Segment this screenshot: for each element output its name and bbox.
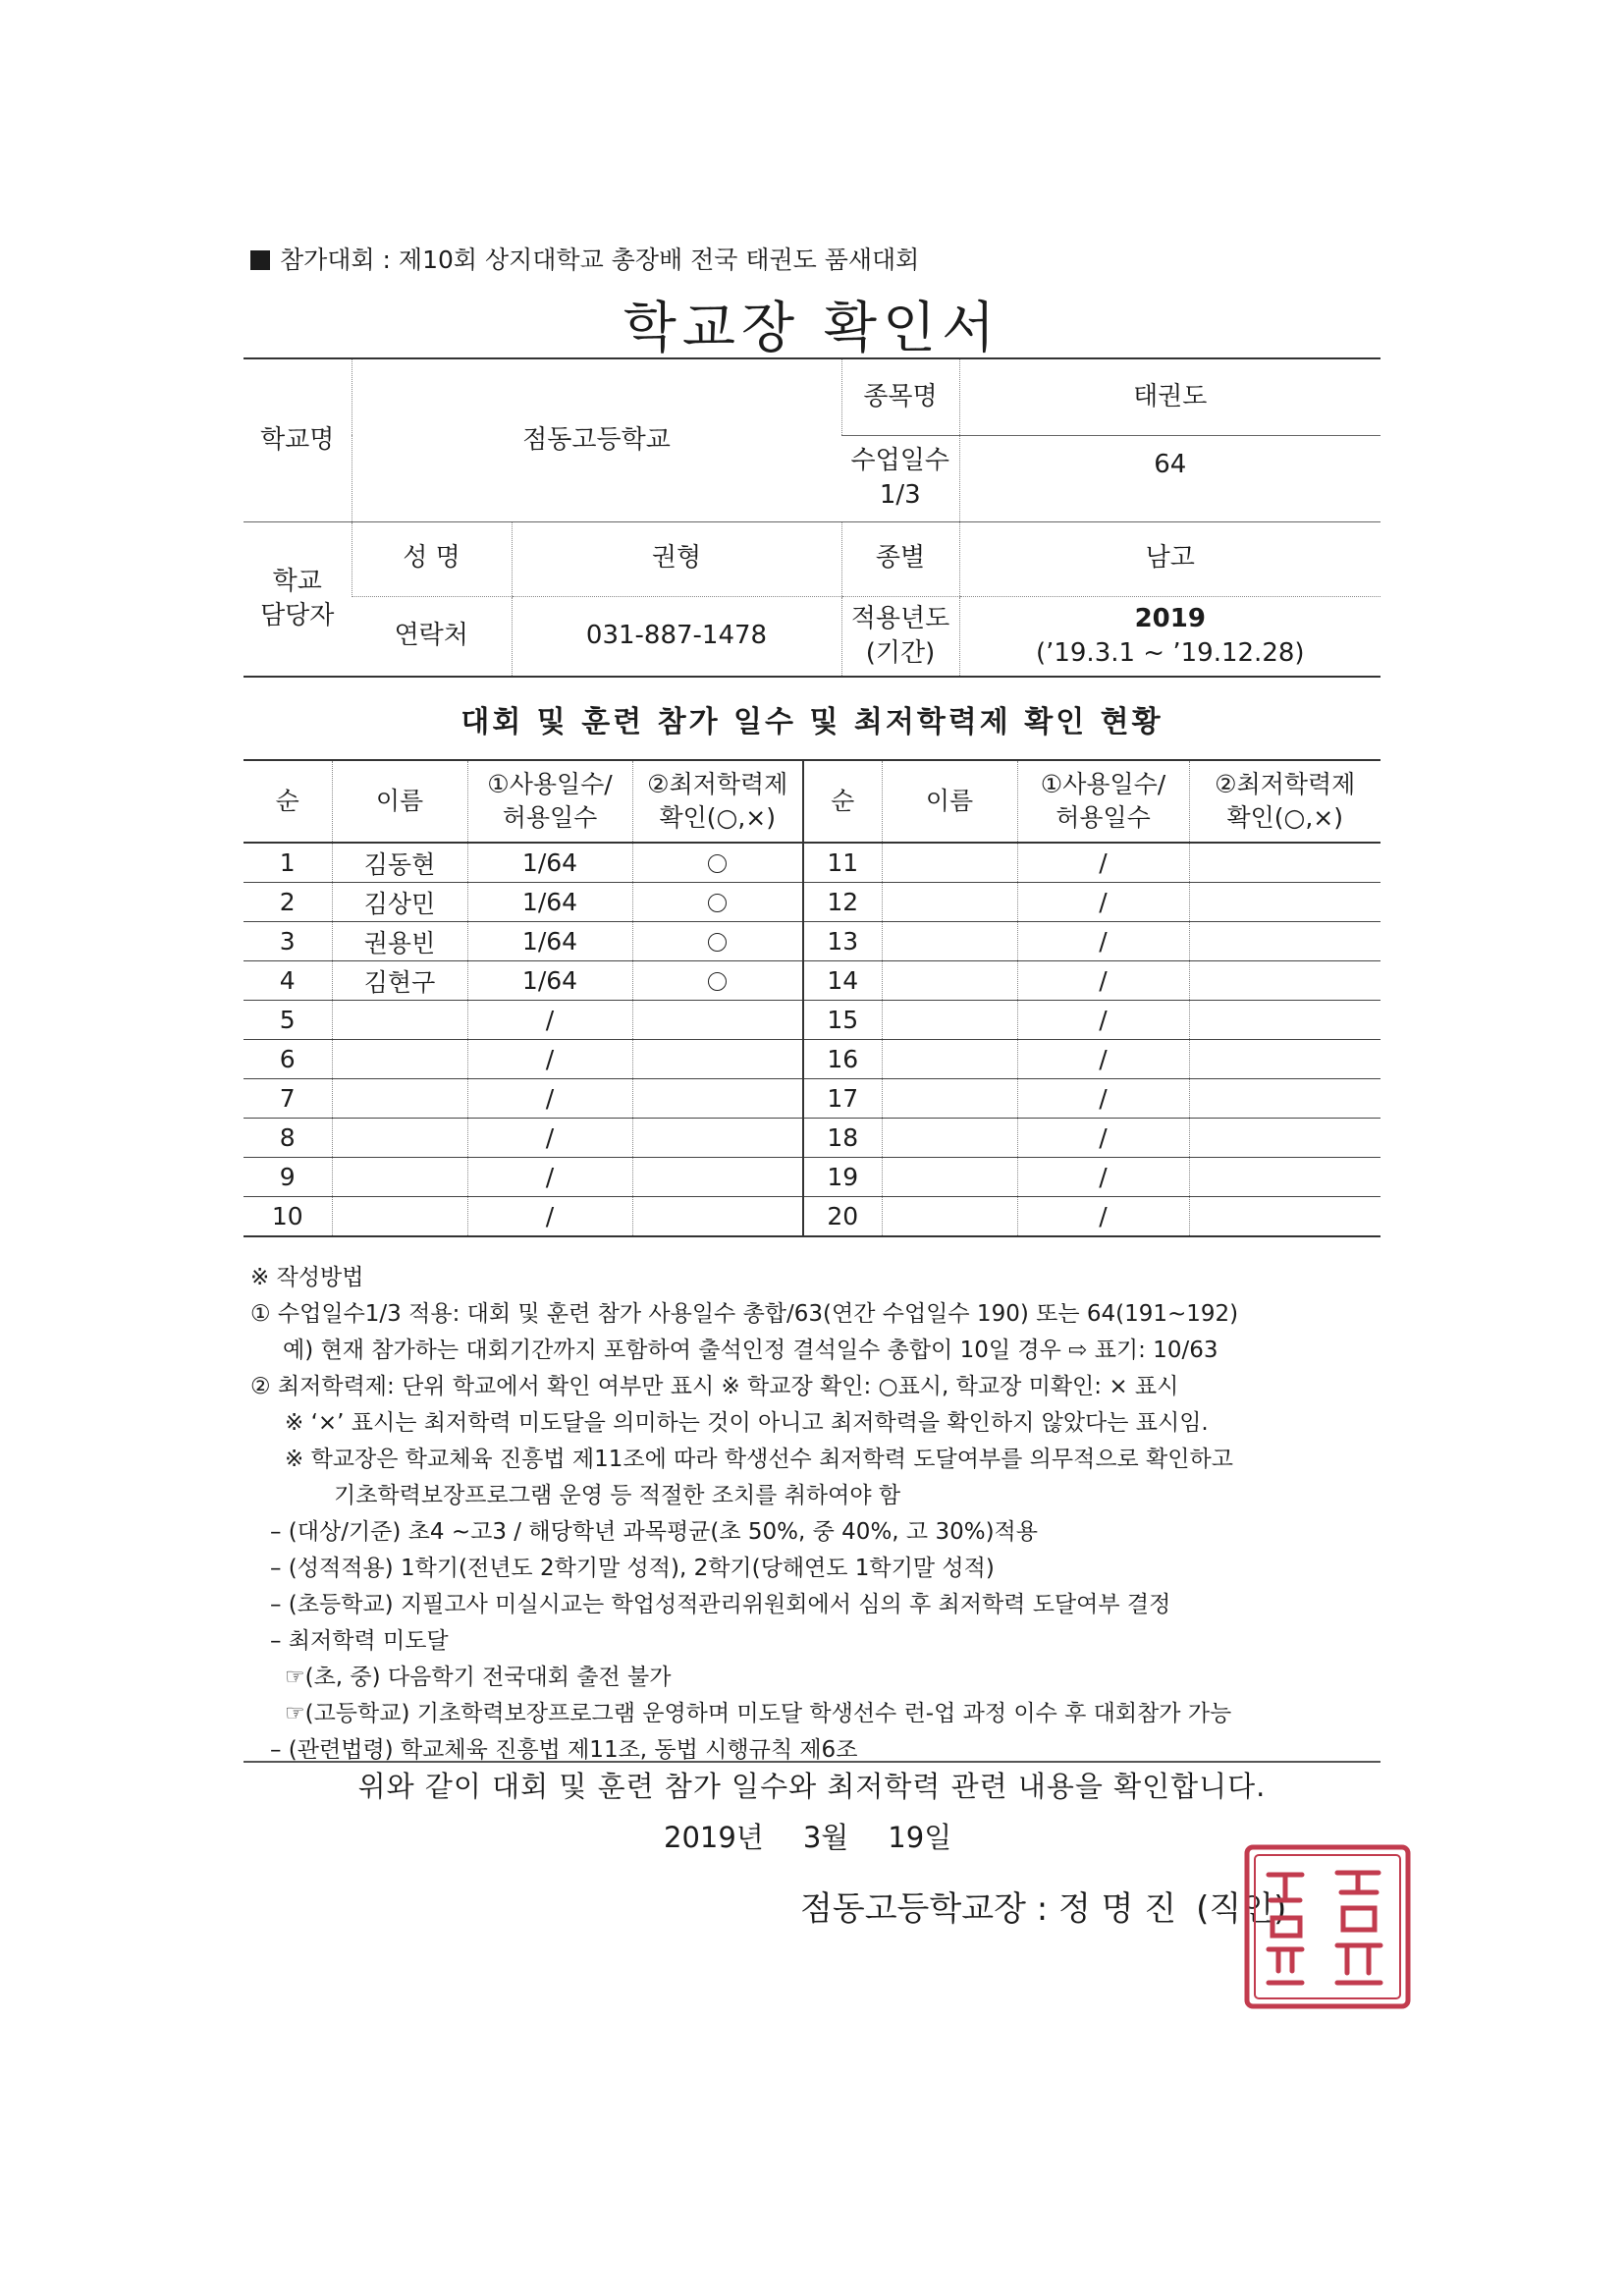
instructions (250, 1260, 1389, 1769)
no-cell: 3 (244, 922, 332, 961)
days-cell: / (1017, 1119, 1189, 1158)
no-cell: 7 (244, 1079, 332, 1119)
name-cell (882, 961, 1017, 1001)
days-cell: 1/64 (467, 883, 632, 922)
days-cell: 1/64 (467, 922, 632, 961)
page-title: 학교장 확인서 (623, 297, 1001, 360)
no-cell: 5 (244, 1001, 332, 1040)
confirmed-circle-icon (708, 972, 727, 991)
name-cell: 김동현 (332, 843, 467, 883)
note-item: ☞(초, 중) 다음학기 전국대회 출전 불가 (285, 1665, 672, 1690)
header-no: 순 (244, 760, 332, 843)
event-value: 태권도 (959, 358, 1380, 435)
name-cell (332, 1079, 467, 1119)
roster-title: 대회 및 훈련 참가 일수 및 최저학력제 확인 현황 (460, 705, 1164, 739)
no-cell: 4 (244, 961, 332, 1001)
competition-line: 참가대회 : 제10회 상지대학교 총장배 전국 태권도 품새대회 (250, 241, 919, 276)
days-cell: 1/64 (467, 843, 632, 883)
name-cell (882, 843, 1017, 883)
note-item: ② 최저학력제: 단위 학교에서 확인 여부만 표시 ※ 학교장 확인: ○표시, 학교장 미확인: × 표시 (250, 1374, 1179, 1399)
check-cell (632, 1158, 803, 1197)
check-cell (632, 1001, 803, 1040)
official-seal-stamp (1239, 1839, 1416, 2014)
note-item: – (대상/기준) 초4 ~고3 / 해당학년 과목평균(초 50%, 중 40%, 고 30%)적용 (270, 1519, 1038, 1545)
check-cell (1189, 1040, 1380, 1079)
header-check: ②최저학력제 확인(○,×) (1189, 760, 1380, 843)
header-name: 이름 (882, 760, 1017, 843)
days-cell: / (467, 1079, 632, 1119)
table-row (244, 1001, 1380, 1040)
note-item: – (관련법령) 학교체육 진흥법 제11조, 동법 시행규칙 제6조 (270, 1737, 858, 1763)
class-days-label: 수업일수 1/3 (841, 435, 959, 521)
check-cell (1189, 1197, 1380, 1237)
name-cell (332, 1158, 467, 1197)
table-row (244, 883, 1380, 922)
confirmed-circle-icon (708, 933, 727, 952)
period-value: 2019 (’19.3.1 ~ ’19.12.28) (959, 596, 1380, 677)
check-cell (632, 1040, 803, 1079)
no-cell: 1 (244, 843, 332, 883)
no-cell: 12 (803, 883, 882, 922)
name-cell (332, 1197, 467, 1237)
gender-label: 종별 (841, 521, 959, 596)
square-bullet-icon (250, 250, 270, 270)
instructions-heading: ※ 작성방법 (250, 1265, 364, 1290)
header-no: 순 (803, 760, 882, 843)
event-label: 종목명 (841, 358, 959, 435)
days-cell: / (1017, 1040, 1189, 1079)
issue-date: 2019년 3월 19일 (664, 1821, 952, 1854)
check-cell (632, 883, 803, 922)
days-cell: / (1017, 1001, 1189, 1040)
no-cell: 2 (244, 883, 332, 922)
days-cell: / (1017, 883, 1189, 922)
table-row (244, 961, 1380, 1001)
check-cell (1189, 922, 1380, 961)
header-check: ②최저학력제 확인(○,×) (632, 760, 803, 843)
days-cell: / (1017, 1079, 1189, 1119)
divider (244, 1761, 1380, 1763)
no-cell: 9 (244, 1158, 332, 1197)
name-label: 성 명 (352, 521, 512, 596)
header-days: ①사용일수/ 허용일수 (1017, 760, 1189, 843)
days-cell: / (467, 1001, 632, 1040)
note-item: ※ ‘×’ 표시는 최저학력 미도달을 의미하는 것이 아니고 최저학력을 확인하지 않았다는 표시임. (285, 1410, 1209, 1436)
table-row (244, 1040, 1380, 1079)
days-cell: / (1017, 922, 1189, 961)
check-cell (632, 843, 803, 883)
days-cell: / (467, 1158, 632, 1197)
check-cell (1189, 1001, 1380, 1040)
no-cell: 6 (244, 1040, 332, 1079)
school-label: 학교명 (244, 358, 352, 521)
name-cell (882, 922, 1017, 961)
confirmed-circle-icon (708, 854, 727, 873)
days-cell: / (1017, 1197, 1189, 1237)
name-cell (332, 1001, 467, 1040)
check-cell (632, 961, 803, 1001)
school-info-table (244, 357, 1380, 678)
days-cell: / (1017, 1158, 1189, 1197)
table-row (244, 1197, 1380, 1237)
note-item: ☞(고등학교) 기초학력보장프로그램 운영하며 미도달 학생선수 런-업 과정 이수 후 대회참가 가능 (285, 1701, 1232, 1726)
header-days: ①사용일수/ 허용일수 (467, 760, 632, 843)
no-cell: 15 (803, 1001, 882, 1040)
name-cell (332, 1040, 467, 1079)
principal-signature: 점동고등학교장 : 정 명 진 (직인) (800, 1889, 1287, 1929)
no-cell: 20 (803, 1197, 882, 1237)
manager-label: 학교 담당자 (244, 521, 352, 677)
check-cell (632, 922, 803, 961)
check-cell (632, 1079, 803, 1119)
check-cell (632, 1119, 803, 1158)
gender-value: 남고 (959, 521, 1380, 596)
class-days-value: 64 (959, 435, 1380, 521)
name-cell (882, 1079, 1017, 1119)
no-cell: 19 (803, 1158, 882, 1197)
name-cell (882, 883, 1017, 922)
roster-table (244, 759, 1380, 1237)
no-cell: 10 (244, 1197, 332, 1237)
no-cell: 11 (803, 843, 882, 883)
header-name: 이름 (332, 760, 467, 843)
contact-value: 031-887-1478 (512, 596, 841, 677)
check-cell (1189, 843, 1380, 883)
check-cell (1189, 1158, 1380, 1197)
contact-label: 연락처 (352, 596, 512, 677)
name-cell: 김현구 (332, 961, 467, 1001)
days-cell: / (467, 1197, 632, 1237)
check-cell (1189, 1119, 1380, 1158)
note-item: 기초학력보장프로그램 운영 등 적절한 조치를 취하여야 함 (334, 1483, 901, 1508)
period-label: 적용년도 (기간) (841, 596, 959, 677)
name-cell (882, 1040, 1017, 1079)
days-cell: / (467, 1040, 632, 1079)
school-name: 점동고등학교 (352, 358, 841, 521)
no-cell: 13 (803, 922, 882, 961)
name-cell (882, 1119, 1017, 1158)
name-cell: 권용빈 (332, 922, 467, 961)
check-cell (1189, 1079, 1380, 1119)
no-cell: 8 (244, 1119, 332, 1158)
name-cell (332, 1119, 467, 1158)
table-row (244, 922, 1380, 961)
note-item: 예) 현재 참가하는 대회기간까지 포함하여 출석인정 결석일수 총합이 10일 경우 ⇨ 표기: 10/63 (283, 1338, 1218, 1363)
days-cell: / (467, 1119, 632, 1158)
no-cell: 16 (803, 1040, 882, 1079)
no-cell: 14 (803, 961, 882, 1001)
note-item: – (초등학교) 지필고사 미실시교는 학업성적관리위원회에서 심의 후 최저학력 도달여부 결정 (270, 1592, 1171, 1617)
note-item: – (성적적용) 1학기(전년도 2학기말 성적), 2학기(당해연도 1학기말 성적) (270, 1556, 995, 1581)
days-cell: 1/64 (467, 961, 632, 1001)
table-row (244, 843, 1380, 883)
table-row (244, 1158, 1380, 1197)
days-cell: / (1017, 843, 1189, 883)
name-cell (882, 1158, 1017, 1197)
check-cell (632, 1197, 803, 1237)
confirmation-statement: 위와 같이 대회 및 훈련 참가 일수와 최저학력 관련 내용을 확인합니다. (357, 1770, 1267, 1803)
no-cell: 18 (803, 1119, 882, 1158)
name-cell (882, 1197, 1017, 1237)
confirmed-circle-icon (708, 894, 727, 912)
name-value: 권형 (512, 521, 841, 596)
no-cell: 17 (803, 1079, 882, 1119)
name-cell: 김상민 (332, 883, 467, 922)
note-item: ① 수업일수1/3 적용: 대회 및 훈련 참가 사용일수 총합/63(연간 수업일수 190) 또는 64(191~192) (250, 1301, 1239, 1327)
days-cell: / (1017, 961, 1189, 1001)
check-cell (1189, 961, 1380, 1001)
table-row (244, 1079, 1380, 1119)
check-cell (1189, 883, 1380, 922)
name-cell (882, 1001, 1017, 1040)
table-row (244, 1119, 1380, 1158)
note-item: ※ 학교장은 학교체육 진흥법 제11조에 따라 학생선수 최저학력 도달여부를 의무적으로 확인하고 (285, 1447, 1233, 1472)
note-item: – 최저학력 미도달 (270, 1628, 449, 1654)
